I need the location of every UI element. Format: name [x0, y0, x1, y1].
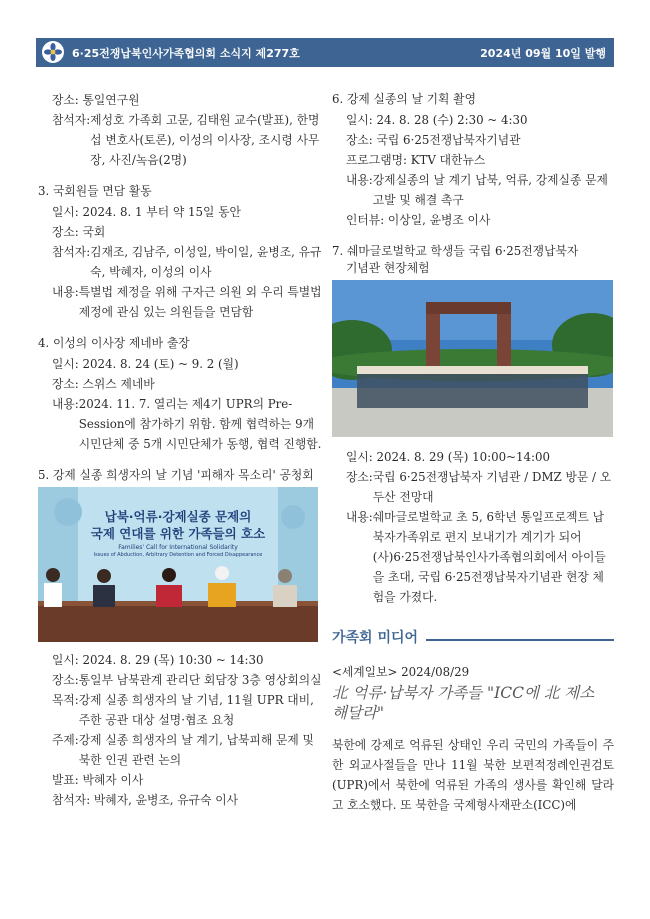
- media-article-body: 북한에 강제로 억류된 상태인 우리 국민의 가족들이 주한 외교사절들을 만나 11월 북한 보편적정례인권검토(UPR)에서 북한에 억류된 가족의 생사를 확인해 달라고 호소했다. 또 북한을 국제형사재판소(ICC)에: [332, 738, 614, 812]
- right-column: [332, 90, 614, 815]
- media-article-title: 北 억류·납북자 가족들 "ICC에 北 제소 해달라": [332, 684, 595, 722]
- s7-date: 일시: 2024. 8. 29 (목) 10:00~14:00: [346, 450, 551, 464]
- banner-sub-2: Issues of Abduction, Arbitrary Detention and Forced Disappearance: [93, 552, 263, 558]
- s6-content: 강제실종의 날 계기 납북, 억류, 강제실종 문제 고발 및 해결 촉구: [372, 173, 608, 207]
- banner-sub-1: Families' Call for International Solidarity: [118, 544, 238, 551]
- hearing-photo: [38, 487, 318, 642]
- s6-interview: 인터뷰: 이상일, 윤병조 이사: [346, 213, 491, 227]
- s3-attendees: 김재조, 김남주, 이성일, 박이일, 윤병조, 유규숙, 박혜자, 이성의 이사: [90, 245, 322, 279]
- section-4: [38, 334, 326, 454]
- s2-place: 장소: 통일연구원: [52, 93, 140, 107]
- s5-purpose-label: 목적:: [52, 693, 79, 707]
- s4-date: 일시: 2024. 8. 24 (토) ~ 9. 2 (월): [52, 357, 239, 371]
- s5-purpose: 강제 실종 희생자의 날 기념, 11월 UPR 대비, 주한 공관 대상 설명·협조 요청: [78, 693, 314, 727]
- s5-date: 일시: 2024. 8. 29 (목) 10:30 ~ 14:30: [52, 653, 264, 667]
- banner-line-1: 납북·억류·강제실종 문제의: [104, 509, 252, 524]
- s3-heading: 3. 국회원들 면담 활동: [38, 184, 152, 198]
- s2-attendees-label: 참석자:: [52, 113, 91, 127]
- s6-heading: 6. 강제 실종의 날 기획 촬영: [332, 92, 476, 106]
- section-2-continued: [38, 90, 326, 170]
- left-column: [38, 90, 326, 810]
- s3-content: 특별법 제정을 위해 구자근 의원 외 우리 특별법 제정에 관심 있는 의원들을 면담함: [78, 285, 322, 319]
- s7-content-label: 내용:: [346, 510, 373, 524]
- s4-content: 2024. 11. 7. 열리는 제4기 UPR의 Pre-Session에 참가하기 위함. 함께 협력하는 9개 시민단체 중 5개 시민단체가 동행, 협력 진행함.: [78, 397, 322, 451]
- s7-heading-line-2: 기념관 현장체험: [346, 261, 430, 275]
- s5-attendees: 참석자: 박혜자, 윤병조, 유규숙 이사: [52, 793, 239, 807]
- banner-line-2: 국제 연대를 위한 가족들의 호소: [90, 526, 266, 541]
- s5-heading: 5. 강제 실종 희생자의 날 기념 '피해자 목소리' 공청회: [38, 468, 314, 482]
- s3-place: 장소: 국회: [52, 225, 106, 239]
- s5-topic: 강제 실종 희생자의 날 계기, 납북피해 문제 및 북한 인권 관련 논의: [78, 733, 314, 767]
- s6-content-label: 내용:: [346, 173, 373, 187]
- section-7: [332, 242, 614, 607]
- s7-heading-line-1: 7. 쉐마글로벌학교 학생들 국립 6·25전쟁납북자: [332, 244, 579, 258]
- s4-place: 장소: 스위스 제네바: [52, 377, 155, 391]
- s5-place: 통일부 남북관계 관리단 회담장 3층 영상회의실: [78, 673, 322, 687]
- media-source: <세계일보> 2024/08/29: [332, 665, 470, 679]
- s6-place: 장소: 국립 6·25전쟁납북자기념관: [346, 133, 521, 147]
- section-5: [38, 466, 326, 810]
- newsletter-header: [36, 38, 614, 67]
- family-media-section: [332, 627, 614, 815]
- association-logo-icon: [42, 41, 64, 63]
- s5-presenter: 발표: 박혜자 이사: [52, 773, 144, 787]
- media-heading: 가족회 미디어: [332, 630, 419, 646]
- s2-attendees: 제성호 가족회 고문, 김태원 교수(발표), 한명섭 변호사(토론), 이성의 이사장, 조시령 사무장, 사진/녹음(2명): [90, 113, 320, 167]
- s7-content: 쉐마글로벌학교 초 5, 6학년 통일프로젝트 납북자가족위로 편지 보내기가 계기가 되어 (사)6·25전쟁납북인사가족협의회에서 아이들을 초대, 국립 6·25전쟁납북자기념관 현장 체험을 가졌다.: [372, 510, 606, 604]
- section-6: [332, 90, 614, 230]
- section-3: [38, 182, 326, 322]
- field-trip-photo: [332, 280, 613, 437]
- issue-date: 2024년 09월 10일 발행: [480, 47, 606, 60]
- s5-place-label: 장소:: [52, 673, 79, 687]
- newsletter-title: 6·25전쟁납북인사가족협의회 소식지 제277호: [72, 47, 300, 60]
- s3-date: 일시: 2024. 8. 1 부터 약 15일 동안: [52, 205, 241, 219]
- s7-place: 국립 6·25전쟁납북자 기념관 / DMZ 방문 / 오두산 전망대: [372, 470, 612, 504]
- s3-attendees-label: 참석자:: [52, 245, 91, 259]
- s4-content-label: 내용:: [52, 397, 79, 411]
- s3-content-label: 내용:: [52, 285, 79, 299]
- s6-date: 일시: 24. 8. 28 (수) 2:30 ~ 4:30: [346, 113, 528, 127]
- s4-heading: 4. 이성의 이사장 제네바 출장: [38, 336, 190, 350]
- s5-topic-label: 주제:: [52, 733, 79, 747]
- media-divider: [426, 639, 614, 641]
- s7-place-label: 장소:: [346, 470, 373, 484]
- s6-program: 프로그램명: KTV 대한뉴스: [346, 153, 486, 167]
